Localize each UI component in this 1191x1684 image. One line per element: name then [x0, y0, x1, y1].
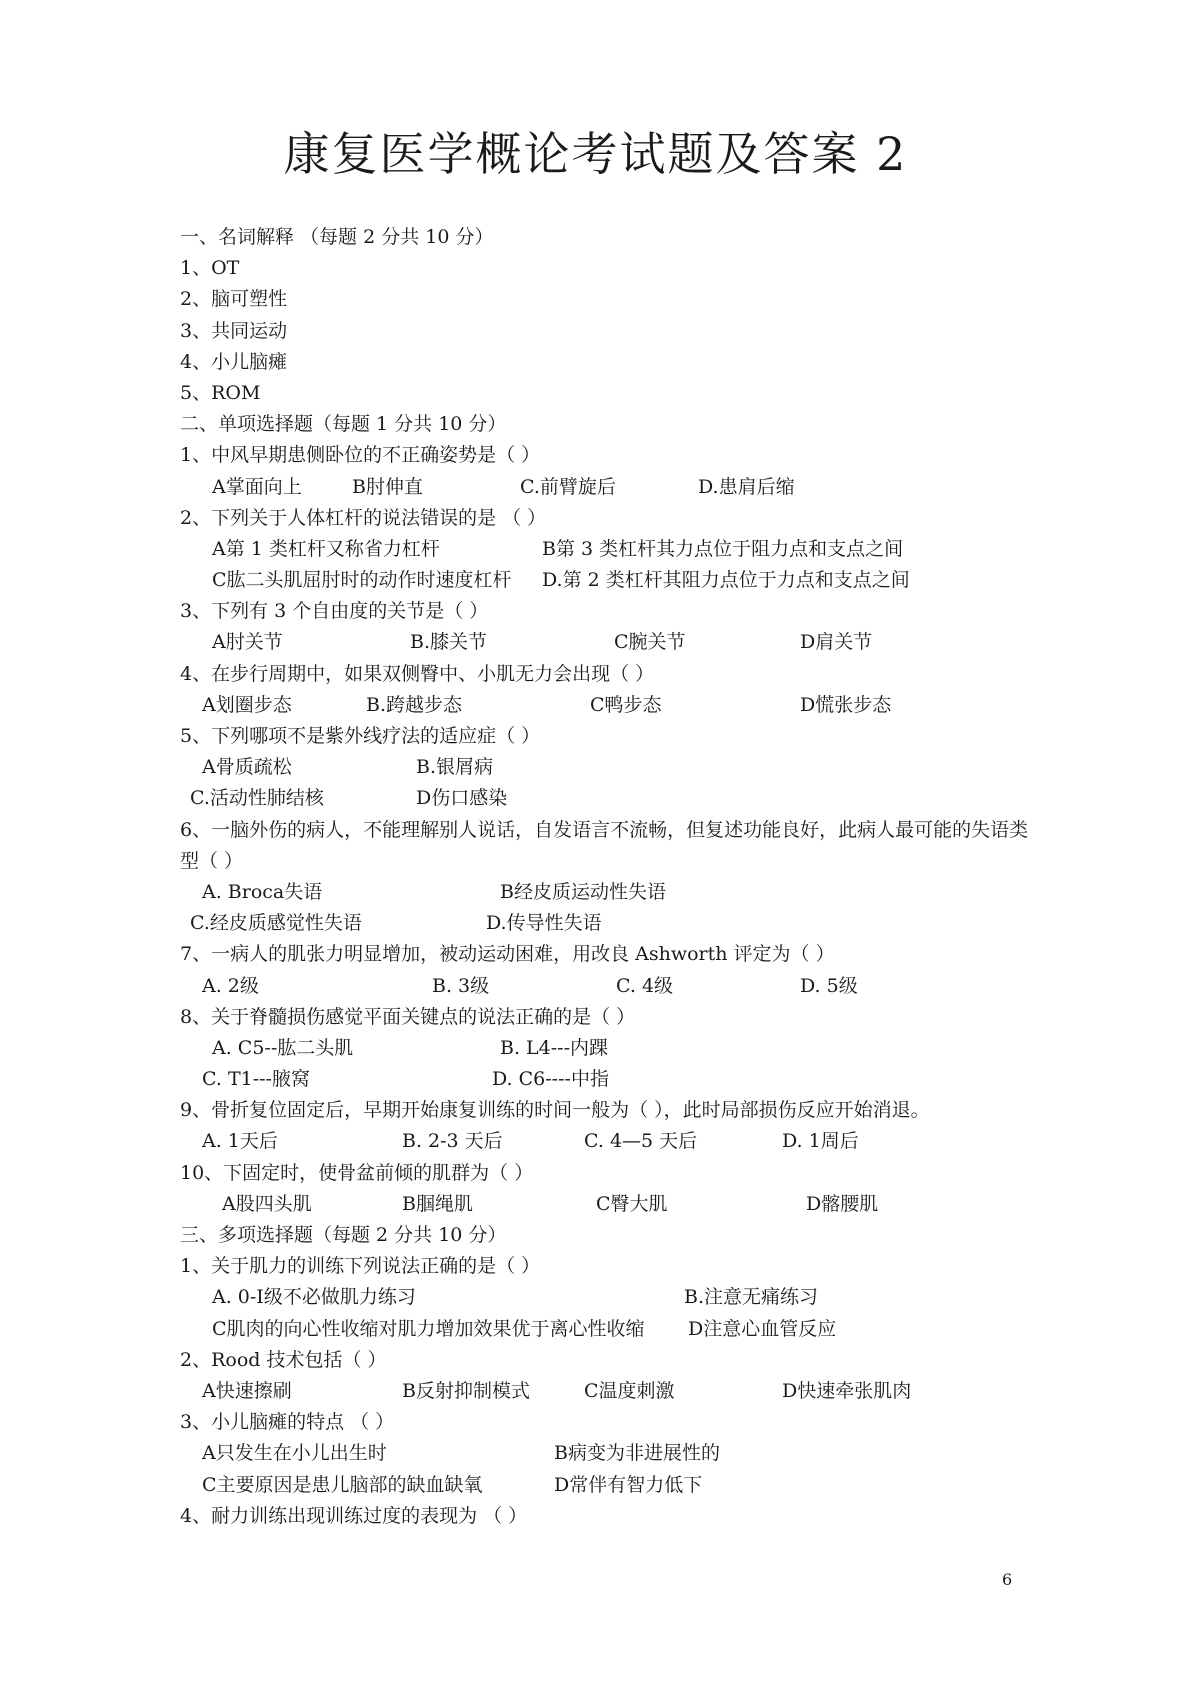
option-a: A. C5--肱二头肌 [212, 1036, 354, 1059]
option-row [180, 971, 1040, 1002]
term-item: 4、小儿脑瘫 [180, 350, 288, 373]
question-stem: 6、一脑外伤的病人，不能理解别人说话，自发语言不流畅，但复述功能良好，此病人最可能的失语类型（ ） [180, 818, 1029, 872]
question-stem: 2、下列关于人体杠杆的说法错误的是 （ ） [180, 506, 547, 529]
section-heading: 三、多项选择题（每题 2 分共 10 分） [180, 1224, 507, 1247]
option-row [180, 752, 1040, 783]
option-c: C臀大肌 [596, 1192, 668, 1215]
question-stem: 8、关于脊髓损伤感觉平面关键点的说法正确的是（ ） [180, 1005, 636, 1028]
option-row [180, 565, 1040, 596]
option-a: A肘关节 [212, 631, 283, 654]
option-row [180, 1033, 1040, 1064]
option-a: A骨质疏松 [202, 756, 292, 779]
option-d: D慌张步态 [800, 693, 892, 716]
option-b: B.膝关节 [410, 631, 488, 654]
option-a: A. 2级 [202, 974, 259, 997]
question-stem: 4、耐力训练出现训练过度的表现为 （ ） [180, 1504, 528, 1527]
option-c: C腕关节 [614, 631, 686, 654]
option-d: D. C6----中指 [492, 1068, 609, 1091]
option-d: D注意心血管反应 [688, 1317, 837, 1340]
option-a: A快速擦刷 [202, 1379, 292, 1402]
option-b: B腘绳肌 [402, 1192, 473, 1215]
option-row [180, 1282, 1040, 1313]
option-b: B经皮质运动性失语 [500, 880, 666, 903]
option-row [180, 908, 1040, 939]
question-stem: 7、一病人的肌张力明显增加，被动运动困难，用改良 Ashworth 评定为（ ） [180, 943, 835, 966]
option-row [180, 1126, 1040, 1157]
option-row [180, 1438, 1040, 1469]
option-d: D伤口感染 [416, 787, 508, 810]
option-row [180, 1470, 1040, 1501]
option-c: C肌肉的向心性收缩对肌力增加效果优于离心性收缩 [212, 1317, 645, 1340]
option-d: D. 1周后 [782, 1130, 859, 1153]
option-c: C. 4级 [616, 974, 674, 997]
option-row [180, 472, 1040, 503]
question-stem: 5、下列哪项不是紫外线疗法的适应症（ ） [180, 725, 541, 747]
option-c: C. T1---腋窝 [202, 1068, 310, 1091]
term-item: 2、脑可塑性 [180, 288, 288, 311]
question-stem: 9、骨折复位固定后，早期开始康复训练的时间一般为（ ），此时局部损伤反应开始消退。 [180, 1099, 930, 1122]
option-d: D.传导性失语 [486, 912, 602, 935]
option-d: D肩关节 [800, 631, 873, 654]
option-row [180, 783, 1040, 814]
option-a: A. Broca失语 [202, 880, 323, 903]
question-stem: 3、小儿脑瘫的特点 （ ） [180, 1411, 395, 1434]
option-c: C鸭步态 [590, 693, 662, 716]
option-b: B. L4---内踝 [500, 1036, 609, 1059]
option-c: C. 4—5 天后 [584, 1130, 698, 1153]
option-c: C.活动性肺结核 [190, 787, 324, 810]
question-stem: 3、下列有 3 个自由度的关节是（ ） [180, 600, 489, 623]
document-title: 康复医学概论考试题及答案 2 [283, 127, 908, 181]
term-item: 1、OT [180, 257, 240, 280]
option-row [180, 690, 1040, 721]
question-stem: 10、下固定时，使骨盆前倾的肌群为（ ） [180, 1161, 534, 1184]
option-a: A第 1 类杠杆又称省力杠杆 [212, 537, 440, 560]
option-d: D髂腰肌 [806, 1192, 879, 1215]
option-b: B第 3 类杠杆其力点位于阻力点和支点之间 [542, 537, 904, 560]
term-item: 3、共同运动 [180, 319, 288, 342]
option-a: A只发生在小儿出生时 [202, 1442, 387, 1465]
document-body [180, 222, 1040, 1532]
option-row [180, 877, 1040, 908]
option-a: A. 1天后 [202, 1130, 278, 1153]
option-b: B.跨越步态 [366, 693, 463, 716]
question-stem: 1、关于肌力的训练下列说法正确的是（ ） [180, 1255, 541, 1278]
option-row [180, 534, 1040, 565]
option-c: C.前臂旋后 [520, 475, 616, 498]
option-row [180, 627, 1040, 658]
option-b: B病变为非进展性的 [554, 1442, 720, 1465]
option-row [180, 1064, 1040, 1095]
option-d: D. 5级 [800, 974, 858, 997]
option-b: B肘伸直 [352, 475, 423, 498]
option-c: C.经皮质感觉性失语 [190, 912, 362, 935]
option-d: D快速牵张肌肉 [782, 1379, 912, 1402]
option-a: A. 0-I级不必做肌力练习 [212, 1286, 416, 1309]
option-a: A股四头肌 [222, 1192, 312, 1215]
term-item: 5、ROM [180, 381, 261, 404]
option-c: C温度刺激 [584, 1379, 675, 1402]
option-d: D.第 2 类杠杆其阻力点位于力点和支点之间 [542, 569, 910, 592]
page-number: 6 [1002, 1570, 1013, 1589]
option-b: B.银屑病 [416, 756, 494, 779]
option-d: D.患肩后缩 [698, 475, 795, 498]
section-heading: 二、单项选择题（每题 1 分共 10 分） [180, 413, 507, 436]
option-a: A划圈步态 [202, 693, 292, 716]
option-b: B反射抑制模式 [402, 1379, 530, 1402]
option-row [180, 1376, 1040, 1407]
option-row [180, 1189, 1040, 1220]
question-stem: 4、在步行周期中，如果双侧臀中、小肌无力会出现（ ） [180, 662, 655, 685]
option-c: C肱二头肌屈肘时的动作时速度杠杆 [212, 569, 512, 592]
option-b: B. 3级 [432, 974, 490, 997]
option-a: A掌面向上 [212, 475, 302, 498]
option-row [180, 1314, 1040, 1345]
option-d: D常伴有智力低下 [554, 1473, 703, 1496]
option-c: C主要原因是患儿脑部的缺血缺氧 [202, 1473, 483, 1496]
question-stem: 2、Rood 技术包括（ ） [180, 1348, 387, 1371]
option-b: B.注意无痛练习 [684, 1286, 819, 1309]
section-heading: 一、名词解释 （每题 2 分共 10 分） [180, 226, 494, 248]
question-stem: 1、中风早期患侧卧位的不正确姿势是（ ） [180, 444, 541, 467]
option-b: B. 2-3 天后 [402, 1130, 503, 1153]
